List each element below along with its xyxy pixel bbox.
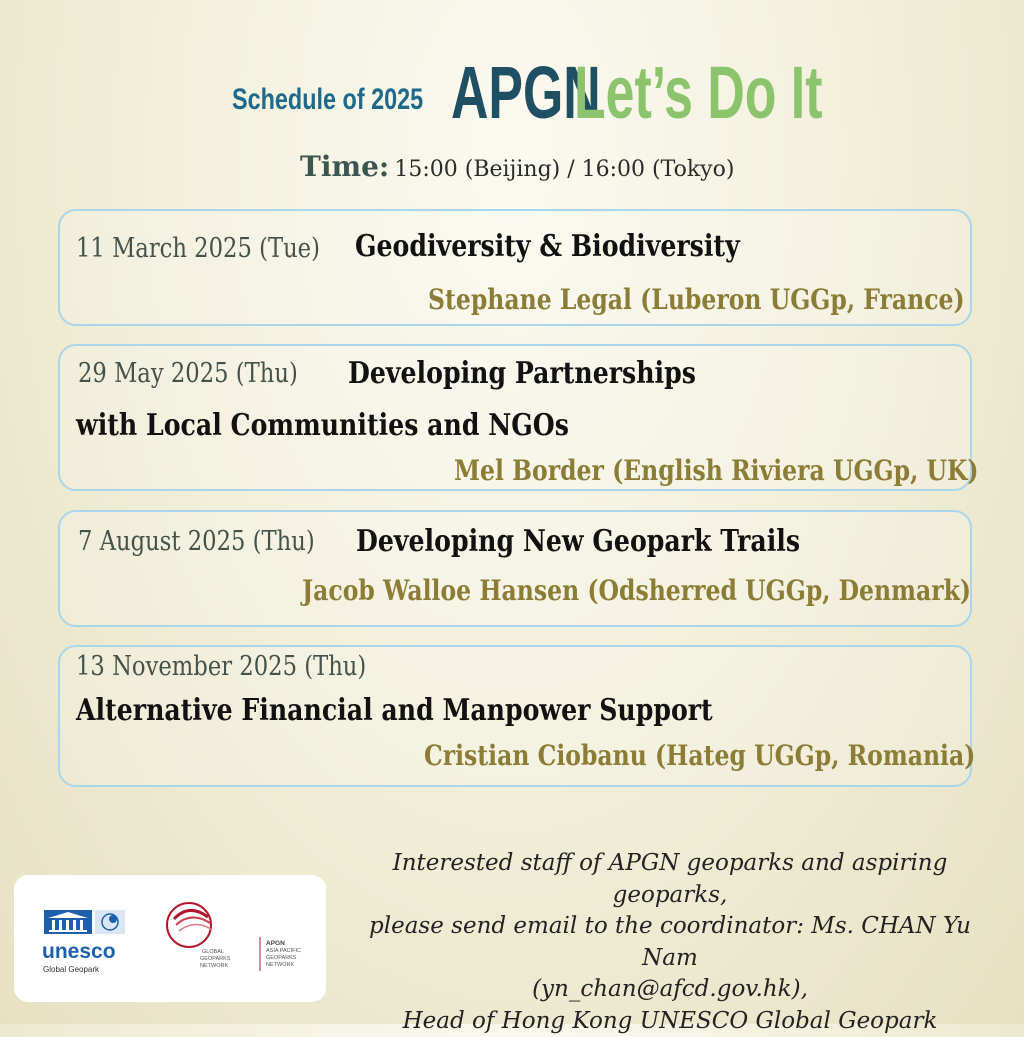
schedule-label: Schedule of 2025	[232, 83, 423, 117]
apgn-logo-text-1: APGN	[266, 940, 285, 947]
ggn-text-2: GEOPARKS	[200, 956, 231, 962]
event-title-line2: with Local Communities and NGOs	[76, 408, 569, 443]
ggn-text-3: NETWORK	[200, 963, 228, 969]
event-date: 13 November 2025 (Thu)	[76, 651, 366, 682]
contact-line-4: Head of Hong Kong UNESCO Global Geopark	[350, 1006, 990, 1037]
event-title-line1: Developing Partnerships	[348, 356, 696, 391]
event-speaker: Cristian Ciobanu (Hateg UGGp, Romania)	[424, 739, 975, 772]
time-value: 15:00 (Beijing) / 16:00 (Tokyo)	[394, 157, 734, 182]
logo-panel	[14, 875, 326, 1002]
unesco-wordmark: unesco	[42, 940, 116, 963]
apgn-title: APGN	[451, 56, 601, 130]
event-date: 7 August 2025 (Thu)	[78, 526, 315, 557]
logos-graphic	[14, 875, 326, 1002]
unesco-temple-icon	[44, 910, 92, 934]
event-date: 11 March 2025 (Tue)	[76, 233, 320, 264]
apgn-logo-text-3: GEOPARKS	[266, 955, 297, 961]
event-date: 29 May 2025 (Thu)	[78, 358, 298, 389]
tagline: Let’s Do It	[574, 56, 822, 130]
event-title: Geodiversity & Biodiversity	[355, 229, 740, 264]
contact-line-1: Interested staff of APGN geoparks and aspiring geoparks,	[350, 848, 990, 911]
ggn-swirl-icon	[167, 903, 211, 947]
event-title: Alternative Financial and Manpower Support	[76, 693, 713, 728]
apgn-logo-text-4: NETWORK	[266, 962, 294, 968]
time-line	[300, 150, 734, 183]
unesco-subtitle: Global Geopark	[43, 965, 100, 974]
ggn-text-1: GLOBAL	[202, 949, 224, 955]
contact-line-2: please send email to the coordinator: Ms. CHAN Yu Nam	[350, 911, 990, 974]
apgn-logo-text-2: ASIA PACIFIC	[266, 948, 301, 954]
time-label: Time:	[300, 150, 389, 183]
event-card-1	[58, 209, 972, 326]
event-speaker: Stephane Legal (Luberon UGGp, France)	[428, 283, 965, 316]
contact-note	[350, 848, 990, 1037]
event-title: Developing New Geopark Trails	[356, 524, 800, 559]
contact-line-3: (yn_chan@afcd.gov.hk),	[350, 974, 990, 1006]
event-speaker: Mel Border (English Riviera UGGp, UK)	[454, 454, 979, 487]
event-card-4	[58, 645, 972, 787]
event-speaker: Jacob Walloe Hansen (Odsherred UGGp, Denmark)	[302, 574, 971, 607]
event-card-2	[58, 344, 972, 491]
event-card-3	[58, 510, 972, 627]
geopark-circle-icon	[95, 910, 125, 934]
